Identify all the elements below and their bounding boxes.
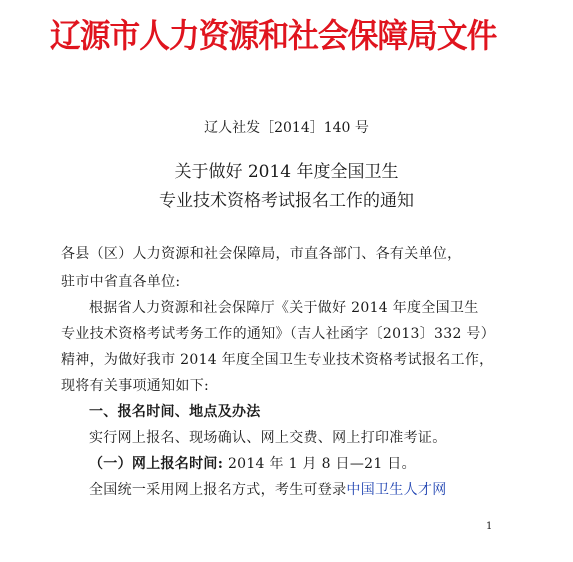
subsection-1-value: 2014 年 1 月 8 日—21 日。	[227, 456, 416, 472]
notice-title-line-1: 关于做好 2014 年度全国卫生	[174, 162, 399, 182]
section-1-line-1: 实行网上报名、现场确认、网上交费、网上打印准考证。	[89, 430, 447, 446]
paragraph-1-line-3: 精神，为做好我市 2014 年度全国卫生专业技术资格考试报名工作，	[61, 352, 494, 368]
section-1-heading: 一、报名时间、地点及办法	[89, 404, 261, 420]
addressee-line-1: 各县（区）人力资源和社会保障局，市直各部门、各有关单位，	[61, 246, 462, 262]
paragraph-2-text: 全国统一采用网上报名方式，考生可登录	[89, 482, 347, 498]
paragraph-1-line-1: 根据省人力资源和社会保障厅《关于做好 2014 年度全国卫生	[89, 300, 479, 316]
document-number: 辽人社发［2014］140 号	[204, 120, 369, 136]
paragraph-2-line-1	[89, 481, 447, 499]
page-number: 1	[486, 521, 493, 532]
china-health-talent-link[interactable]: 中国卫生人才网	[346, 482, 447, 498]
document-header-title: 辽源市人力资源和社会保障局文件	[50, 16, 497, 55]
subsection-1-label: （一）网上报名时间:	[89, 456, 224, 472]
paragraph-1-line-2: 专业技术资格考试考务工作的通知》（吉人社函字〔2013〕332 号）	[61, 326, 495, 342]
subsection-1-line	[89, 455, 416, 473]
addressee-line-2: 驻市中省直各单位:	[61, 274, 181, 290]
paragraph-1-line-4: 现将有关事项通知如下:	[61, 378, 210, 394]
notice-title-line-2: 专业技术资格考试报名工作的通知	[159, 191, 414, 211]
